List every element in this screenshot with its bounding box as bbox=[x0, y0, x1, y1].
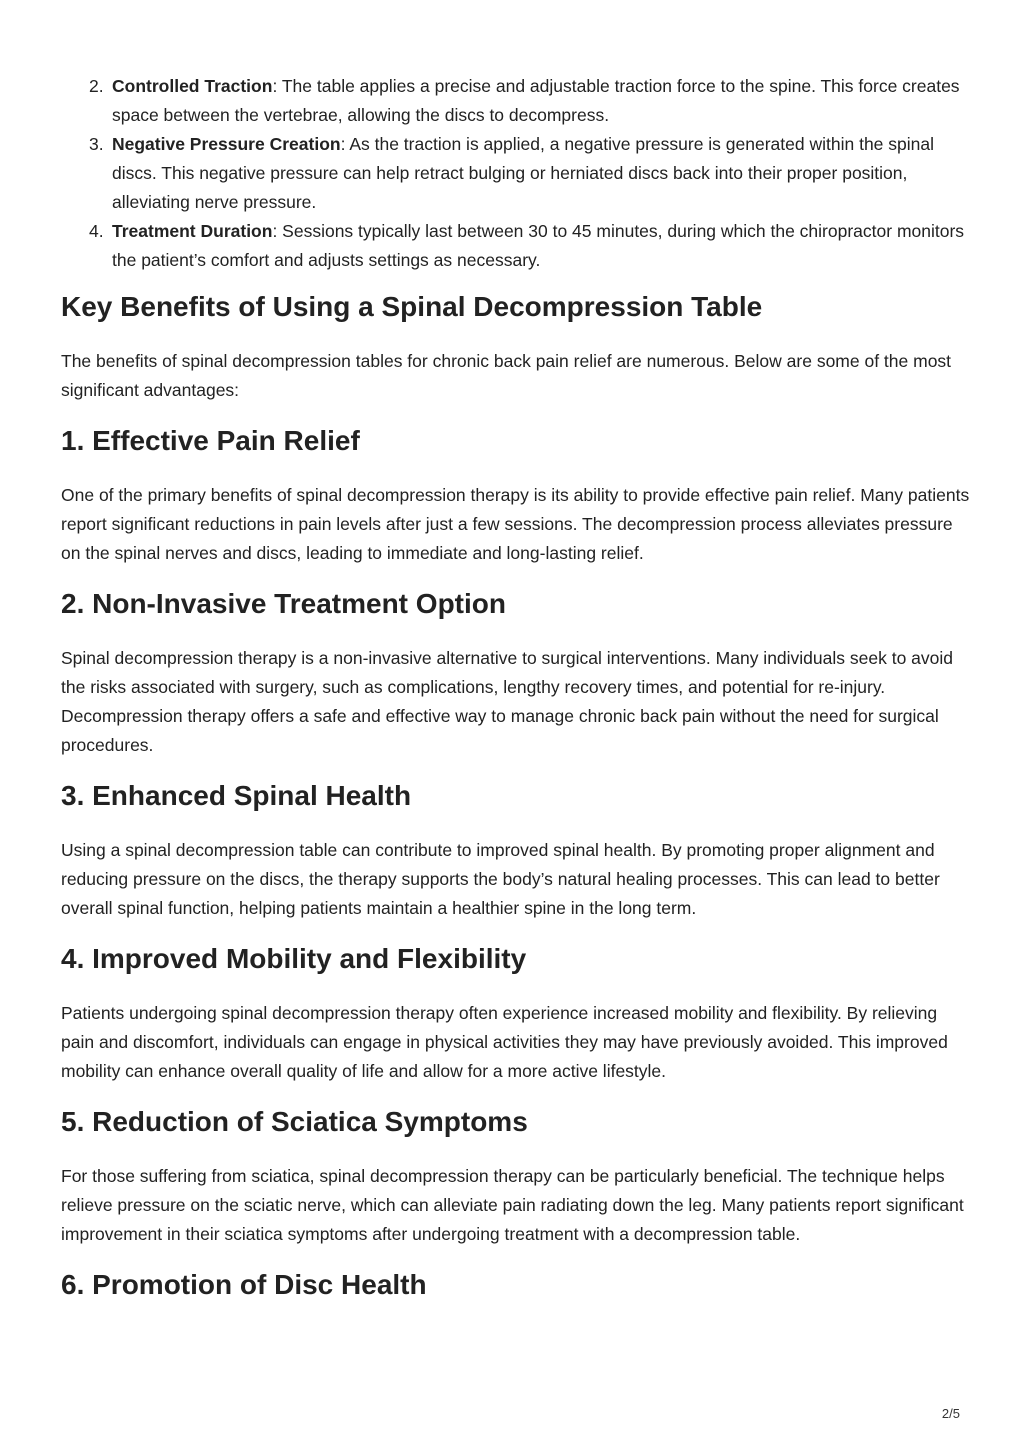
page-number: 2/5 bbox=[941, 1406, 960, 1421]
benefit-heading-mobility: 4. Improved Mobility and Flexibility bbox=[61, 943, 527, 974]
benefit-text-mobility: Patients undergoing spinal decompression therapy often experience increased mobility and flexibility. By relieving pain and discomfort, individuals can engage in physical activities they may have previously avoided. This improved mobility can enhance overall quality of life and allow for a more active lifestyle. bbox=[61, 1003, 948, 1081]
procedure-steps-list bbox=[89, 72, 972, 275]
benefit-text-sciatica: For those suffering from sciatica, spinal decompression therapy can be particularly beneficial. The technique helps relieve pressure on the sciatic nerve, which can alleviate pain radiating down the leg. Many patients report significant improvement in their sciatica symptoms after undergoing treatment with a decompression table. bbox=[61, 1166, 964, 1244]
benefit-heading-non-invasive: 2. Non-Invasive Treatment Option bbox=[61, 588, 506, 619]
section-intro: The benefits of spinal decompression tables for chronic back pain relief are numerous. Below are some of the most significant advantages: bbox=[61, 351, 952, 400]
benefit-text-non-invasive: Spinal decompression therapy is a non-invasive alternative to surgical interventions. Many individuals seek to avoid the risks associated with surgery, such as complications, lengthy recovery times, and potential for re-injury. Decompression therapy offers a safe and effective way to manage chronic back pain without the need for surgical procedures. bbox=[61, 648, 954, 755]
list-item bbox=[89, 217, 972, 275]
list-item bbox=[89, 130, 972, 217]
section-heading: Key Benefits of Using a Spinal Decompression Table bbox=[61, 291, 763, 322]
benefit-heading-pain-relief: 1. Effective Pain Relief bbox=[61, 425, 360, 456]
benefit-heading-sciatica: 5. Reduction of Sciatica Symptoms bbox=[61, 1106, 528, 1137]
list-item-term: Negative Pressure Creation bbox=[112, 134, 341, 154]
list-item-term: Controlled Traction bbox=[112, 76, 273, 96]
list-item-number: 4. bbox=[89, 221, 104, 241]
list-item bbox=[89, 72, 972, 130]
list-item-text: : As the traction is applied, a negative pressure is generated within the spinal discs. This negative pressure can help retract bulging or herniated discs back into their proper position, alleviating nerve pressure. bbox=[112, 134, 934, 212]
list-item-term: Treatment Duration bbox=[112, 221, 273, 241]
list-item-number: 2. bbox=[89, 76, 104, 96]
benefit-text-spinal-health: Using a spinal decompression table can contribute to improved spinal health. By promoting proper alignment and reducing pressure on the discs, the therapy supports the body’s natural healing processes. This can lead to better overall spinal function, helping patients maintain a healthier spine in the long term. bbox=[61, 840, 940, 918]
list-item-number: 3. bbox=[89, 134, 104, 154]
benefit-heading-disc-health: 6. Promotion of Disc Health bbox=[61, 1269, 427, 1300]
benefit-heading-spinal-health: 3. Enhanced Spinal Health bbox=[61, 780, 412, 811]
list-item-text: : Sessions typically last between 30 to 45 minutes, during which the chiropractor monitors the patient’s comfort and adjusts settings as necessary. bbox=[112, 221, 965, 270]
benefit-text-pain-relief: One of the primary benefits of spinal decompression therapy is its ability to provide effective pain relief. Many patients report significant reductions in pain levels after just a few sessions. The decompression process alleviates pressure on the spinal nerves and discs, leading to immediate and long-lasting relief. bbox=[61, 485, 970, 563]
list-item-text: : The table applies a precise and adjustable traction force to the spine. This force creates space between the vertebrae, allowing the discs to decompress. bbox=[112, 76, 960, 125]
article-content bbox=[61, 289, 971, 1303]
